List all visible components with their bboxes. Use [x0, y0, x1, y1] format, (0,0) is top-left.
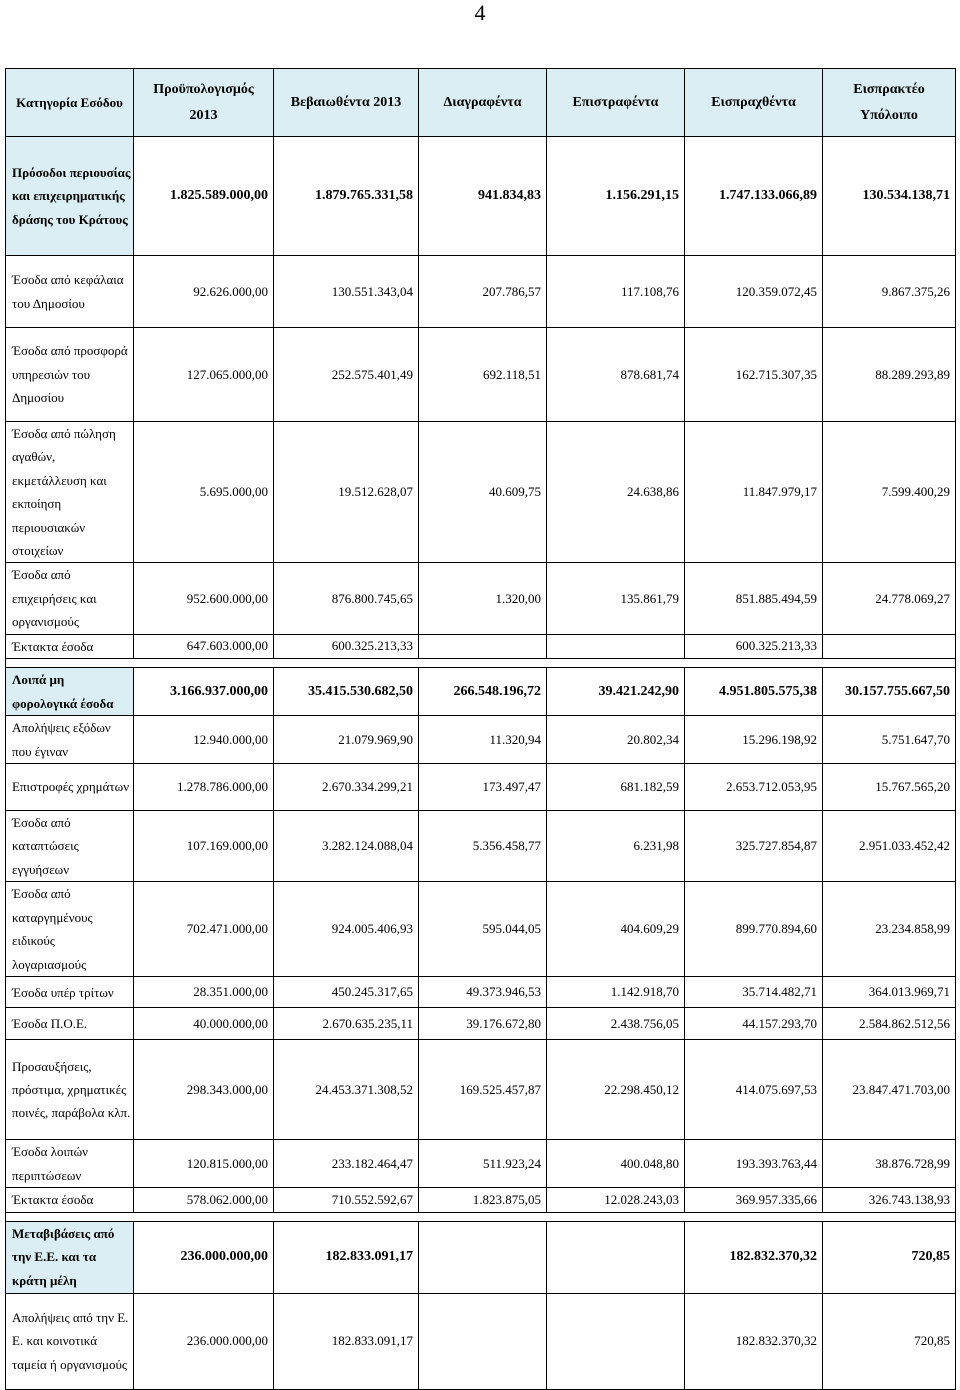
cell-refunded: 6.231,98 — [547, 811, 685, 882]
header-category: Κατηγορία Εσόδου — [6, 69, 134, 137]
row-label: Επιστροφές χρημάτων — [6, 764, 134, 811]
cell-written-off: 39.176.672,80 — [419, 1008, 547, 1040]
cell-refunded: 878.681,74 — [547, 328, 685, 422]
cell-refunded — [547, 1221, 685, 1293]
cell-budget: 952.600.000,00 — [134, 563, 274, 634]
table-row — [6, 563, 956, 634]
cell-balance: 2.584.862.512,56 — [823, 1008, 956, 1040]
row-label: Έσοδα υπέρ τρίτων — [6, 977, 134, 1008]
cell-assessed: 1.879.765.331,58 — [274, 137, 419, 256]
cell-assessed: 3.282.124.088,04 — [274, 811, 419, 882]
cell-refunded: 12.028.243,03 — [547, 1188, 685, 1212]
table-row — [6, 1140, 956, 1188]
cell-balance: 720,85 — [823, 1293, 956, 1389]
cell-collected: 325.727.854,87 — [685, 811, 823, 882]
cell-written-off: 692.118,51 — [419, 328, 547, 422]
cell-collected: 1.747.133.066,89 — [685, 137, 823, 256]
row-label: Προσαυξήσεις, πρόστιμα, χρηματικές ποινές, παράβολα κλπ. — [6, 1040, 134, 1140]
cell-collected: 2.653.712.053,95 — [685, 764, 823, 811]
cell-assessed: 21.079.969,90 — [274, 716, 419, 764]
cell-balance: 364.013.969,71 — [823, 977, 956, 1008]
cell-assessed: 182.833.091,17 — [274, 1293, 419, 1389]
table-row — [6, 811, 956, 882]
cell-budget: 298.343.000,00 — [134, 1040, 274, 1140]
cell-budget: 702.471.000,00 — [134, 882, 274, 977]
cell-budget: 107.169.000,00 — [134, 811, 274, 882]
cell-written-off: 49.373.946,53 — [419, 977, 547, 1008]
cell-refunded: 2.438.756,05 — [547, 1008, 685, 1040]
row-label: Έσοδα από καταπτώσεις εγγυήσεων — [6, 811, 134, 882]
cell-collected: 35.714.482,71 — [685, 977, 823, 1008]
cell-written-off — [419, 634, 547, 658]
cell-collected: 11.847.979,17 — [685, 422, 823, 563]
cell-budget: 28.351.000,00 — [134, 977, 274, 1008]
cell-assessed: 130.551.343,04 — [274, 256, 419, 328]
cell-balance: 38.876.728,99 — [823, 1140, 956, 1188]
row-label: Έκτακτα έσοδα — [6, 634, 134, 658]
row-label: Έκτακτα έσοδα — [6, 1188, 134, 1212]
cell-budget: 3.166.937.000,00 — [134, 668, 274, 716]
cell-refunded: 135.861,79 — [547, 563, 685, 634]
table-row — [6, 1188, 956, 1212]
table-row-group — [6, 668, 956, 716]
cell-written-off: 266.548.196,72 — [419, 668, 547, 716]
row-label: Έσοδα από καταργημένους ειδικούς λογαριασμούς — [6, 882, 134, 977]
header-collected: Εισπραχθέντα — [685, 69, 823, 137]
row-label: Έσοδα λοιπών περιπτώσεων — [6, 1140, 134, 1188]
cell-collected: 182.832.370,32 — [685, 1221, 823, 1293]
cell-collected: 182.832.370,32 — [685, 1293, 823, 1389]
cell-collected: 414.075.697,53 — [685, 1040, 823, 1140]
cell-collected: 851.885.494,59 — [685, 563, 823, 634]
cell-refunded — [547, 634, 685, 658]
revenue-table — [5, 68, 956, 1390]
cell-refunded: 39.421.242,90 — [547, 668, 685, 716]
cell-written-off: 5.356.458,77 — [419, 811, 547, 882]
row-label: Έσοδα από κεφάλαια του Δημοσίου — [6, 256, 134, 328]
cell-balance: 9.867.375,26 — [823, 256, 956, 328]
row-gap — [6, 1212, 956, 1221]
cell-refunded: 1.142.918,70 — [547, 977, 685, 1008]
cell-written-off — [419, 1293, 547, 1389]
cell-balance: 130.534.138,71 — [823, 137, 956, 256]
row-label: Πρόσοδοι περιουσίας και επιχειρηματικής δράσης του Κράτους — [6, 137, 134, 256]
cell-refunded: 681.182,59 — [547, 764, 685, 811]
cell-assessed: 35.415.530.682,50 — [274, 668, 419, 716]
cell-written-off: 11.320,94 — [419, 716, 547, 764]
header-budget: Προϋπολογισμός 2013 — [134, 69, 274, 137]
cell-balance: 720,85 — [823, 1221, 956, 1293]
cell-budget: 236.000.000,00 — [134, 1293, 274, 1389]
table-row — [6, 328, 956, 422]
row-label: Μεταβιβάσεις από την Ε.Ε. και τα κράτη μέλη — [6, 1221, 134, 1293]
table-row — [6, 1293, 956, 1389]
cell-budget: 1.825.589.000,00 — [134, 137, 274, 256]
table-row — [6, 256, 956, 328]
cell-assessed: 233.182.464,47 — [274, 1140, 419, 1188]
cell-refunded: 24.638,86 — [547, 422, 685, 563]
cell-budget: 236.000.000,00 — [134, 1221, 274, 1293]
cell-written-off: 1.320,00 — [419, 563, 547, 634]
cell-balance: 24.778.069,27 — [823, 563, 956, 634]
cell-budget: 127.065.000,00 — [134, 328, 274, 422]
cell-collected: 15.296.198,92 — [685, 716, 823, 764]
cell-collected: 120.359.072,45 — [685, 256, 823, 328]
row-label: Απολήψεις από την Ε. Ε. και κοινοτικά ταμεία ή οργανισμούς — [6, 1293, 134, 1389]
cell-balance: 15.767.565,20 — [823, 764, 956, 811]
cell-budget: 647.603.000,00 — [134, 634, 274, 658]
cell-budget: 578.062.000,00 — [134, 1188, 274, 1212]
table-row — [6, 716, 956, 764]
cell-collected: 4.951.805.575,38 — [685, 668, 823, 716]
cell-collected: 193.393.763,44 — [685, 1140, 823, 1188]
header-refunded: Επιστραφέντα — [547, 69, 685, 137]
cell-written-off: 941.834,83 — [419, 137, 547, 256]
header-assessed: Βεβαιωθέντα 2013 — [274, 69, 419, 137]
cell-balance: 30.157.755.667,50 — [823, 668, 956, 716]
cell-assessed: 710.552.592,67 — [274, 1188, 419, 1212]
table-row — [6, 764, 956, 811]
cell-balance: 5.751.647,70 — [823, 716, 956, 764]
table-row — [6, 882, 956, 977]
cell-written-off: 595.044,05 — [419, 882, 547, 977]
cell-refunded: 404.609,29 — [547, 882, 685, 977]
cell-collected: 899.770.894,60 — [685, 882, 823, 977]
table-row-group — [6, 1221, 956, 1293]
table-row — [6, 1040, 956, 1140]
cell-written-off: 1.823.875,05 — [419, 1188, 547, 1212]
row-label: Απολήψεις εξόδων που έγιναν — [6, 716, 134, 764]
table-header-row — [6, 69, 956, 137]
cell-refunded: 117.108,76 — [547, 256, 685, 328]
cell-assessed: 252.575.401,49 — [274, 328, 419, 422]
cell-assessed: 19.512.628,07 — [274, 422, 419, 563]
cell-assessed: 924.005.406,93 — [274, 882, 419, 977]
cell-budget: 92.626.000,00 — [134, 256, 274, 328]
row-label: Έσοδα Π.Ο.Ε. — [6, 1008, 134, 1040]
row-label: Έσοδα από πώληση αγαθών, εκμετάλλευση και εκποίηση περιουσιακών στοιχείων — [6, 422, 134, 563]
cell-written-off: 511.923,24 — [419, 1140, 547, 1188]
table-row — [6, 977, 956, 1008]
cell-collected: 369.957.335,66 — [685, 1188, 823, 1212]
cell-refunded: 22.298.450,12 — [547, 1040, 685, 1140]
cell-refunded: 1.156.291,15 — [547, 137, 685, 256]
header-balance: Εισπρακτέο Υπόλοιπο — [823, 69, 956, 137]
cell-assessed: 24.453.371.308,52 — [274, 1040, 419, 1140]
cell-collected: 44.157.293,70 — [685, 1008, 823, 1040]
cell-assessed: 182.833.091,17 — [274, 1221, 419, 1293]
header-written-off: Διαγραφέντα — [419, 69, 547, 137]
row-gap — [6, 659, 956, 668]
cell-budget: 5.695.000,00 — [134, 422, 274, 563]
cell-budget: 40.000.000,00 — [134, 1008, 274, 1040]
cell-refunded: 400.048,80 — [547, 1140, 685, 1188]
cell-balance: 23.234.858,99 — [823, 882, 956, 977]
cell-assessed: 600.325.213,33 — [274, 634, 419, 658]
table-row — [6, 1008, 956, 1040]
cell-budget: 120.815.000,00 — [134, 1140, 274, 1188]
cell-balance: 2.951.033.452,42 — [823, 811, 956, 882]
cell-written-off — [419, 1221, 547, 1293]
row-label: Λοιπά μη φορολογικά έσοδα — [6, 668, 134, 716]
cell-refunded: 20.802,34 — [547, 716, 685, 764]
cell-assessed: 876.800.745,65 — [274, 563, 419, 634]
table-row — [6, 422, 956, 563]
cell-refunded — [547, 1293, 685, 1389]
cell-assessed: 450.245.317,65 — [274, 977, 419, 1008]
cell-written-off: 207.786,57 — [419, 256, 547, 328]
cell-written-off: 40.609,75 — [419, 422, 547, 563]
table-row-group — [6, 137, 956, 256]
cell-budget: 1.278.786.000,00 — [134, 764, 274, 811]
table-row — [6, 634, 956, 658]
cell-collected: 600.325.213,33 — [685, 634, 823, 658]
cell-collected: 162.715.307,35 — [685, 328, 823, 422]
row-label: Έσοδα από επιχειρήσεις και οργανισμούς — [6, 563, 134, 634]
cell-budget: 12.940.000,00 — [134, 716, 274, 764]
page-number: 4 — [474, 0, 486, 25]
cell-balance: 7.599.400,29 — [823, 422, 956, 563]
cell-balance — [823, 634, 956, 658]
cell-written-off: 169.525.457,87 — [419, 1040, 547, 1140]
cell-written-off: 173.497,47 — [419, 764, 547, 811]
cell-assessed: 2.670.635.235,11 — [274, 1008, 419, 1040]
cell-balance: 326.743.138,93 — [823, 1188, 956, 1212]
cell-assessed: 2.670.334.299,21 — [274, 764, 419, 811]
cell-balance: 88.289.293,89 — [823, 328, 956, 422]
cell-balance: 23.847.471.703,00 — [823, 1040, 956, 1140]
row-label: Έσοδα από προσφορά υπηρεσιών του Δημοσίου — [6, 328, 134, 422]
